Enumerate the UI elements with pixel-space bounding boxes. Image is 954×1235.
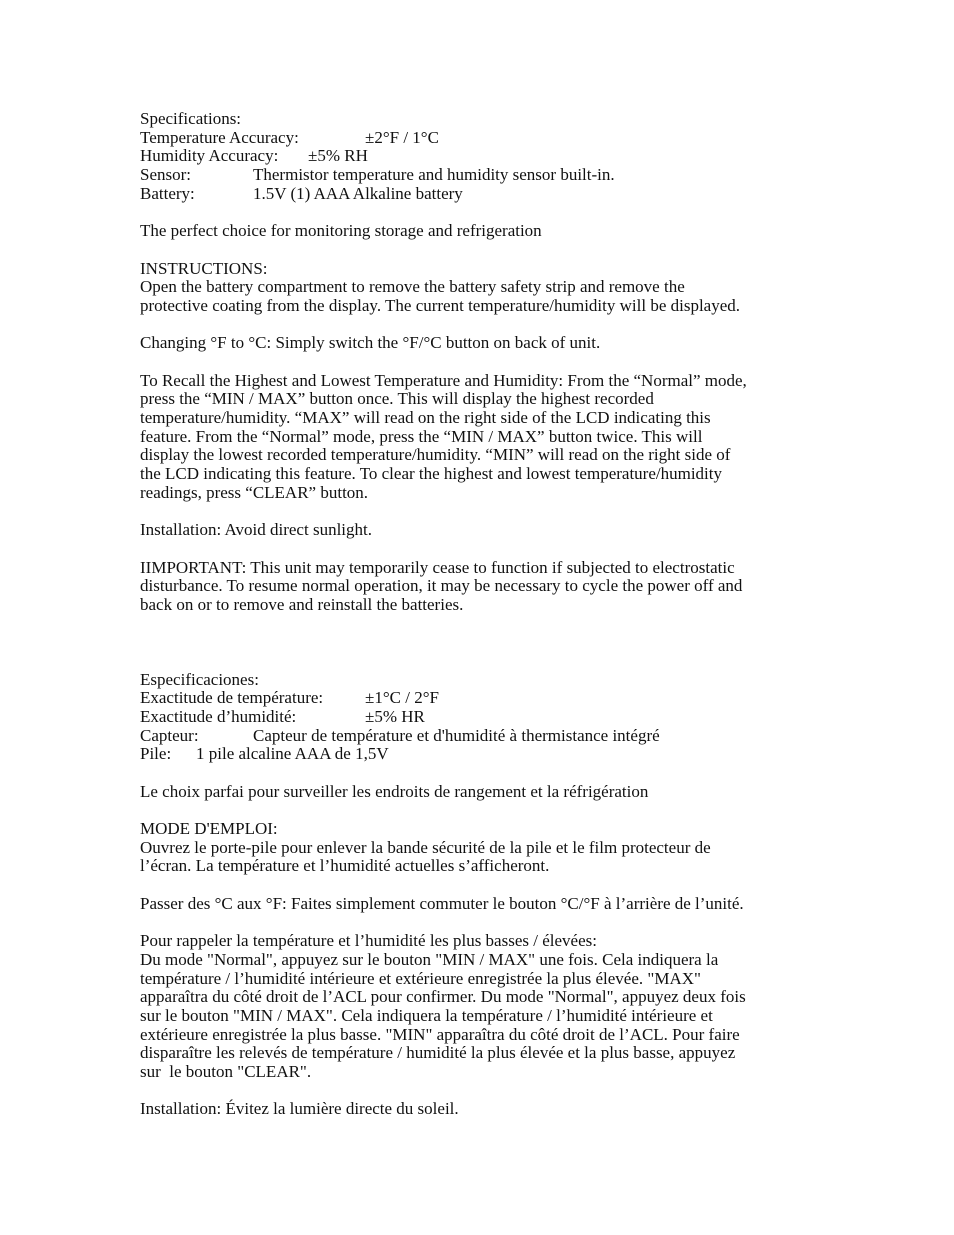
tagline: Le choix parfai pour surveiller les endroits de rangement et la réfrigération (140, 781, 649, 801)
spec-label: Battery: (140, 183, 195, 203)
instructions-heading: MODE D'EMPLOI: (140, 819, 278, 839)
recall-line: disparaître les relevés de température / humidité la plus élevée et la plus basse, appuyez (140, 1043, 736, 1063)
spec-value: ±5% RH (308, 146, 368, 166)
spec-label: Sensor: (140, 165, 191, 185)
spec-row-sensor (140, 166, 830, 185)
instructions-heading: INSTRUCTIONS: (140, 258, 268, 278)
spec-value: 1 pile alcaline AAA de 1,5V (196, 744, 389, 764)
recall-line: readings, press “CLEAR” button. (140, 482, 369, 502)
manual-page (140, 110, 830, 1119)
spec-row-battery (140, 185, 830, 204)
recall-line: apparaîtra du côté droit de l’ACL pour confirmer. Du mode "Normal", appuyez deux fois (140, 987, 746, 1007)
instructions-line: Open the battery compartment to remove the battery safety strip and remove the (140, 277, 685, 297)
recall-line: temperature/humidity. “MAX” will read on the right side of the LCD indicating this (140, 408, 711, 427)
changing-units-text: Changing °F to °C: Simply switch the °F/°C button on back of unit. (140, 333, 601, 353)
instructions-line: protective coating from the display. The current temperature/humidity will be displayed. (140, 295, 741, 315)
recall-line: the LCD indicating this feature. To clear the highest and lowest temperature/humidity (140, 464, 723, 484)
spec-label: Pile: (140, 744, 172, 764)
recall-line: press the “MIN / MAX” button once. This will display the highest recorded (140, 389, 654, 409)
spec-row-humidity (140, 147, 830, 166)
important-line: disturbance. To resume normal operation, it may be necessary to cycle the power off and (140, 576, 743, 596)
important-line: back on or to remove and reinstall the batteries. (140, 594, 464, 614)
spec-label: Temperature Accuracy: (140, 127, 299, 147)
recall-line: sur le bouton "CLEAR". (140, 1062, 312, 1081)
french-section (140, 671, 830, 1120)
spec-value: 1.5V (1) AAA Alkaline battery (253, 183, 463, 203)
spec-row-sensor (140, 727, 830, 746)
instructions-line: l’écran. La température et l’humidité actuelles s’afficheront. (140, 856, 550, 876)
spec-value: ±5% HR (365, 706, 425, 726)
spec-label: Exactitude d’humidité: (140, 706, 297, 726)
spec-value: Thermistor temperature and humidity sensor built-in. (253, 165, 615, 185)
important-line: IIMPORTANT: This unit may temporarily cease to function if subjected to electrostatic (140, 557, 735, 577)
spec-value: ±1°C / 2°F (365, 688, 439, 708)
recall-line: sur le bouton "MIN / MAX". Cela indiquera la température / l’humidité intérieure et (140, 1005, 713, 1025)
spec-row-temperature (140, 129, 830, 148)
installation-text: Installation: Évitez la lumière directe du soleil. (140, 1099, 459, 1119)
instructions-line: Ouvrez le porte-pile pour enlever la bande sécurité de la pile et le film protecteur de (140, 837, 711, 857)
recall-line: Du mode "Normal", appuyez sur le bouton "MIN / MAX" une fois. Cela indiquera la (140, 949, 719, 969)
spec-heading: Specifications: (140, 109, 242, 128)
tagline: The perfect choice for monitoring storage and refrigeration (140, 221, 542, 241)
recall-line: To Recall the Highest and Lowest Temperature and Humidity: From the “Normal” mode, (140, 370, 747, 390)
spec-heading: Especificaciones: (140, 669, 259, 689)
spec-row-battery (140, 745, 830, 764)
recall-line: extérieure enregistrée la plus basse. "MIN" apparaîtra du côté droit de l’ACL. Pour faire (140, 1024, 740, 1044)
installation-text: Installation: Avoid direct sunlight. (140, 520, 372, 540)
spec-row-temperature (140, 689, 830, 708)
spec-value: Capteur de température et d'humidité à thermistance intégré (253, 725, 660, 745)
changing-units-text: Passer des °C aux °F: Faites simplement commuter le bouton °C/°F à l’arrière de l’unité. (140, 893, 744, 913)
recall-line: température / l’humidité intérieure et extérieure enregistrée la plus élevée. "MAX" (140, 968, 701, 988)
spec-label: Exactitude de température: (140, 688, 324, 708)
english-section (140, 110, 830, 615)
spec-label: Capteur: (140, 725, 199, 745)
spec-label: Humidity Accuracy: (140, 146, 279, 166)
spec-value: ±2°F / 1°C (365, 127, 439, 147)
recall-heading: Pour rappeler la température et l’humidité les plus basses / élevées: (140, 931, 597, 951)
recall-line: feature. From the “Normal” mode, press the “MIN / MAX” button twice. This will (140, 426, 703, 446)
spec-row-humidity (140, 708, 830, 727)
recall-line: display the lowest recorded temperature/humidity. “MIN” will read on the right side of (140, 445, 731, 465)
